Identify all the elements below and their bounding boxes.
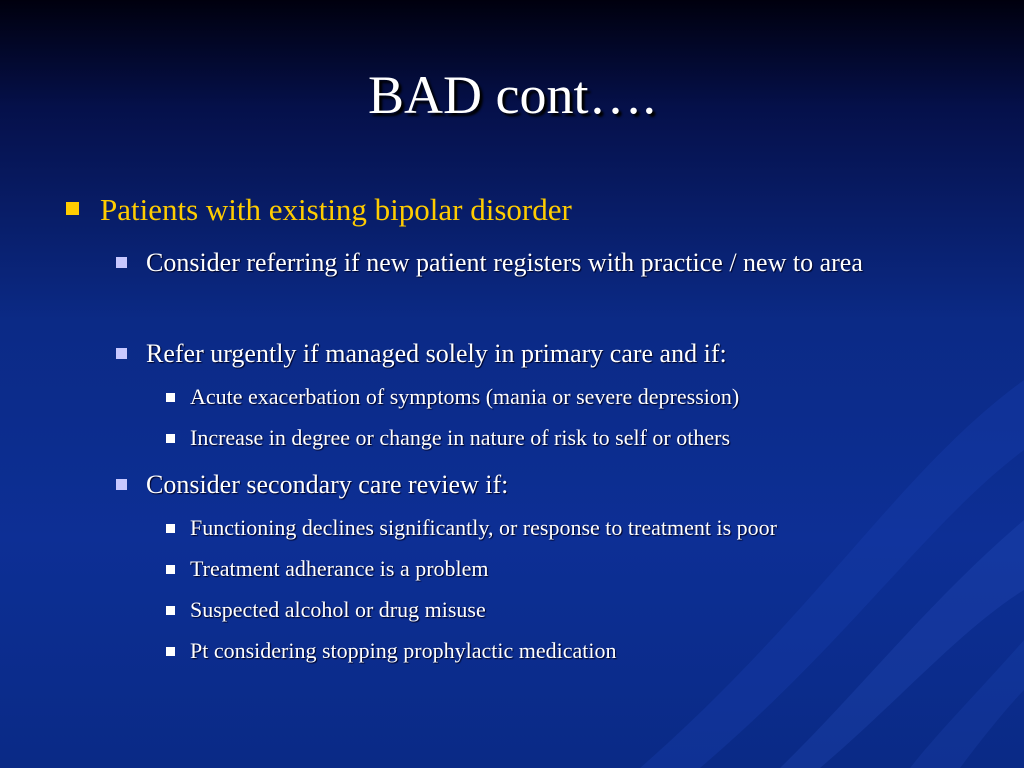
level3-bullet-text: Treatment adherance is a problem <box>190 556 489 581</box>
level2-bullet-text: Consider secondary care review if: <box>146 470 509 499</box>
square-bullet-icon <box>166 565 175 574</box>
square-bullet-icon <box>66 202 79 215</box>
square-bullet-icon <box>116 348 127 359</box>
slide-title: BAD cont…. <box>368 65 656 125</box>
level3-bullet-text: Suspected alcohol or drug misuse <box>190 597 486 622</box>
level3-bullet-text: Increase in degree or change in nature of risk to self or others <box>190 425 730 450</box>
level2-bullet-text: Refer urgently if managed solely in primary care and if: <box>146 339 727 368</box>
level3-bullet-text: Functioning declines significantly, or response to treatment is poor <box>190 515 777 540</box>
level3-bullet-text: Pt considering stopping prophylactic medication <box>190 638 617 663</box>
level2-bullet-text: Consider referring if new patient registers with practice / new to area <box>146 248 863 277</box>
square-bullet-icon <box>116 257 127 268</box>
square-bullet-icon <box>166 606 175 615</box>
square-bullet-icon <box>166 647 175 656</box>
level3-bullet-text: Acute exacerbation of symptoms (mania or severe depression) <box>190 384 740 409</box>
square-bullet-icon <box>166 434 175 443</box>
square-bullet-icon <box>116 479 127 490</box>
level1-bullet-text: Patients with existing bipolar disorder <box>100 192 572 227</box>
square-bullet-icon <box>166 524 175 533</box>
square-bullet-icon <box>166 393 175 402</box>
